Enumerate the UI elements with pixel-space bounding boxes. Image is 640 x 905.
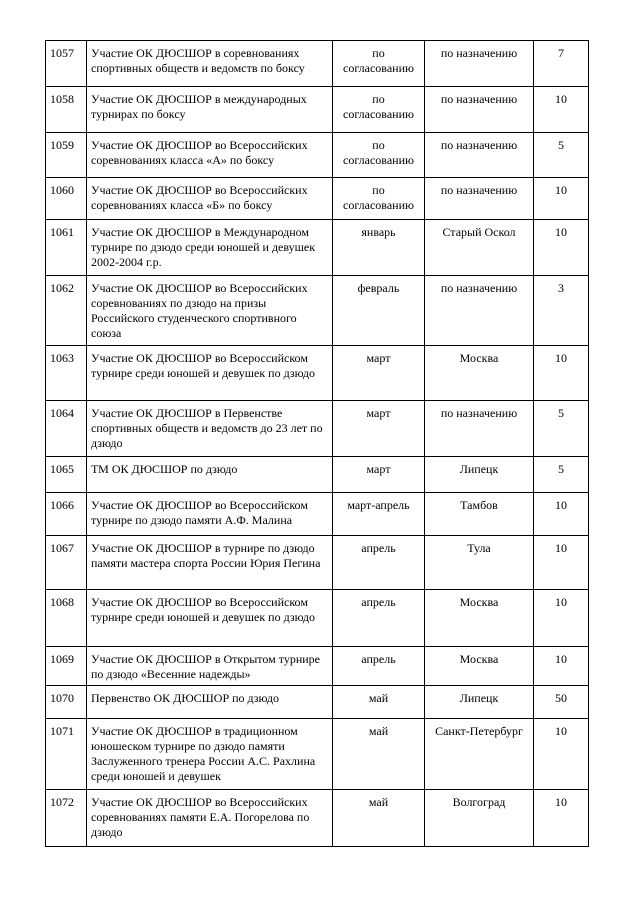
event-place: Москва — [425, 590, 534, 647]
event-place: Москва — [425, 647, 534, 686]
event-place: по назначению — [425, 41, 534, 87]
participant-count: 10 — [534, 87, 589, 133]
event-date: апрель — [333, 647, 425, 686]
table-row — [46, 220, 589, 276]
event-number: 1071 — [46, 719, 87, 790]
participant-count: 10 — [534, 346, 589, 401]
event-place: по назначению — [425, 276, 534, 346]
participant-count: 5 — [534, 133, 589, 178]
event-place: Липецк — [425, 457, 534, 493]
participant-count: 7 — [534, 41, 589, 87]
participant-count: 5 — [534, 457, 589, 493]
event-number: 1069 — [46, 647, 87, 686]
table-row — [46, 790, 589, 847]
participant-count: 10 — [534, 647, 589, 686]
participant-count: 3 — [534, 276, 589, 346]
table-row — [46, 686, 589, 719]
events-table — [45, 40, 589, 847]
participant-count: 50 — [534, 686, 589, 719]
event-number: 1063 — [46, 346, 87, 401]
event-number: 1066 — [46, 493, 87, 536]
participant-count: 10 — [534, 536, 589, 590]
table-row — [46, 457, 589, 493]
event-place: Тула — [425, 536, 534, 590]
event-number: 1057 — [46, 41, 87, 87]
event-date: январь — [333, 220, 425, 276]
event-number: 1058 — [46, 87, 87, 133]
event-name: ТМ ОК ДЮСШОР по дзюдо — [87, 457, 333, 493]
event-name: Участие ОК ДЮСШОР в турнире по дзюдо памяти мастера спорта России Юрия Пегина — [87, 536, 333, 590]
event-name: Участие ОК ДЮСШОР во Всероссийском турнире среди юношей и девушек по дзюдо — [87, 590, 333, 647]
table-row — [46, 346, 589, 401]
event-number: 1059 — [46, 133, 87, 178]
event-number: 1068 — [46, 590, 87, 647]
event-name: Участие ОК ДЮСШОР в Первенстве спортивных обществ и ведомств до 23 лет по дзюдо — [87, 401, 333, 457]
table-row — [46, 719, 589, 790]
event-number: 1065 — [46, 457, 87, 493]
event-place: по назначению — [425, 87, 534, 133]
table-row — [46, 276, 589, 346]
participant-count: 10 — [534, 493, 589, 536]
participant-count: 10 — [534, 719, 589, 790]
event-date: апрель — [333, 590, 425, 647]
event-place: Волгоград — [425, 790, 534, 847]
participant-count: 5 — [534, 401, 589, 457]
events-table-body — [46, 41, 589, 847]
table-row — [46, 133, 589, 178]
event-name: Участие ОК ДЮСШОР во Всероссийских соревнованиях класса «А» по боксу — [87, 133, 333, 178]
table-row — [46, 87, 589, 133]
participant-count: 10 — [534, 590, 589, 647]
event-name: Участие ОК ДЮСШОР в международных турнирах по боксу — [87, 87, 333, 133]
event-number: 1061 — [46, 220, 87, 276]
event-name: Участие ОК ДЮСШОР во Всероссийском турнире среди юношей и девушек по дзюдо — [87, 346, 333, 401]
event-name: Участие ОК ДЮСШОР в Международном турнире по дзюдо среди юношей и девушек 2002-2004 г.р. — [87, 220, 333, 276]
event-date: по согласованию — [333, 178, 425, 220]
event-place: Москва — [425, 346, 534, 401]
event-name: Участие ОК ДЮСШОР во Всероссийском турнире по дзюдо памяти А.Ф. Малина — [87, 493, 333, 536]
event-date: март — [333, 346, 425, 401]
event-place: Тамбов — [425, 493, 534, 536]
event-name: Участие ОК ДЮСШОР в соревнованиях спортивных обществ и ведомств по боксу — [87, 41, 333, 87]
event-date: май — [333, 790, 425, 847]
event-number: 1070 — [46, 686, 87, 719]
event-place: Липецк — [425, 686, 534, 719]
event-number: 1067 — [46, 536, 87, 590]
event-place: Старый Оскол — [425, 220, 534, 276]
event-name: Первенство ОК ДЮСШОР по дзюдо — [87, 686, 333, 719]
event-place: по назначению — [425, 401, 534, 457]
event-number: 1062 — [46, 276, 87, 346]
event-date: апрель — [333, 536, 425, 590]
table-row — [46, 647, 589, 686]
event-place: по назначению — [425, 133, 534, 178]
table-row — [46, 401, 589, 457]
table-row — [46, 41, 589, 87]
event-name: Участие ОК ДЮСШОР во Всероссийских соревнованиях класса «Б» по боксу — [87, 178, 333, 220]
event-date: по согласованию — [333, 41, 425, 87]
event-number: 1060 — [46, 178, 87, 220]
table-row — [46, 493, 589, 536]
participant-count: 10 — [534, 220, 589, 276]
event-date: по согласованию — [333, 133, 425, 178]
event-name: Участие ОК ДЮСШОР во Всероссийских соревнованиях по дзюдо на призы Российского студенческого спортивного союза — [87, 276, 333, 346]
event-date: по согласованию — [333, 87, 425, 133]
event-date: май — [333, 719, 425, 790]
table-row — [46, 536, 589, 590]
event-date: март — [333, 457, 425, 493]
participant-count: 10 — [534, 178, 589, 220]
table-row — [46, 590, 589, 647]
event-name: Участие ОК ДЮСШОР в традиционном юношеском турнире по дзюдо памяти Заслуженного тренера России А.С. Рахлина среди юношей и девушек — [87, 719, 333, 790]
event-date: март-апрель — [333, 493, 425, 536]
participant-count: 10 — [534, 790, 589, 847]
event-name: Участие ОК ДЮСШОР во Всероссийских соревнованиях памяти Е.А. Погорелова по дзюдо — [87, 790, 333, 847]
event-name: Участие ОК ДЮСШОР в Открытом турнире по дзюдо «Весенние надежды» — [87, 647, 333, 686]
event-place: Санкт-Петербург — [425, 719, 534, 790]
event-place: по назначению — [425, 178, 534, 220]
event-date: май — [333, 686, 425, 719]
event-number: 1064 — [46, 401, 87, 457]
event-number: 1072 — [46, 790, 87, 847]
table-row — [46, 178, 589, 220]
event-date: март — [333, 401, 425, 457]
event-date: февраль — [333, 276, 425, 346]
